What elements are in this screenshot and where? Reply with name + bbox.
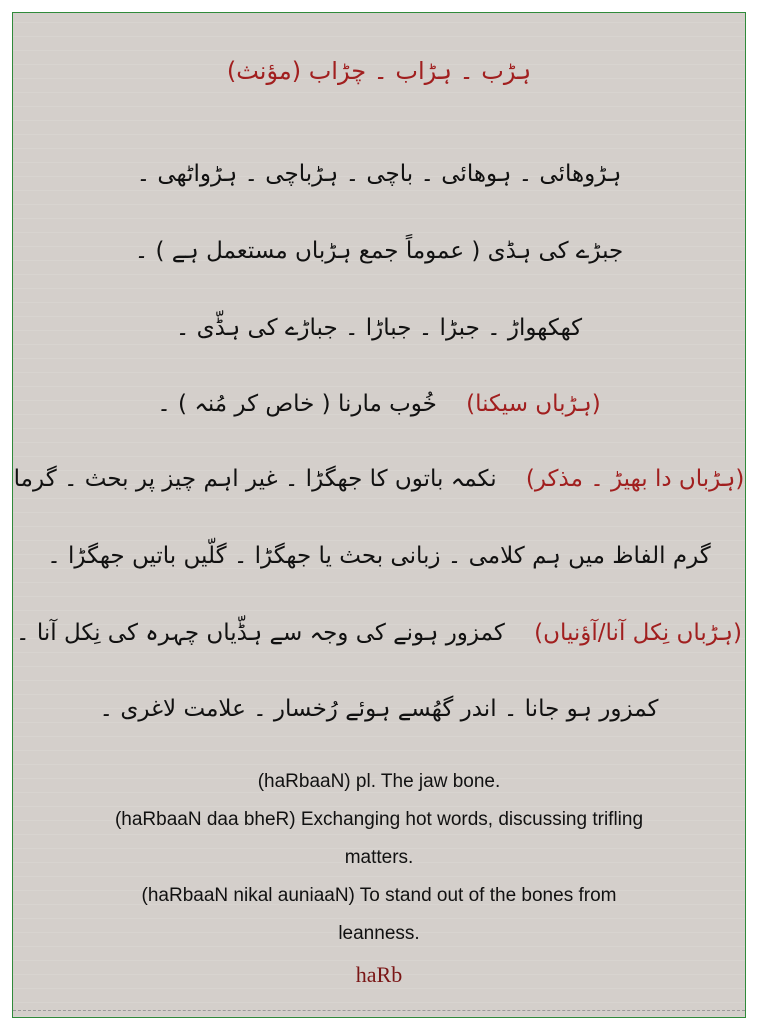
idiom-heading: (ہڑباں دا بھیڑ ۔ مذکر): [525, 466, 745, 492]
english-translation: matters.: [344, 847, 414, 868]
idiom-meaning: نکمہ باتوں کا جھگڑا ۔ غیر اہم چیز پر بحث ۔ گرما: [13, 466, 497, 492]
idiom-entry: [13, 466, 745, 492]
definition-line: جبڑے کی ہڈی ( عموماً جمع ہڑباں مستعمل ہے ) ۔: [134, 238, 624, 264]
entry-title: ہڑب ۔ ہڑاب ۔ چڑاب (مؤنث): [226, 57, 532, 85]
english-translation: leanness.: [338, 923, 420, 944]
idiom-heading: (ہڑباں نِکل آنا/آؤنیاں): [534, 620, 742, 646]
definition-line: ہڑوھائی ۔ ہوھائی ۔ باچی ۔ ہڑباچی ۔ ہڑواٹھی ۔: [136, 161, 622, 187]
idiom-meaning: کمزور ہونے کی وجہ سے ہڈّیاں چہرہ کی نِکل آنا ۔: [16, 620, 505, 646]
idiom-entry: [13, 620, 745, 646]
definition-line: کھکھواڑ ۔ جبڑا ۔ جباڑا ۔ جباڑے کی ہڈّی ۔: [175, 315, 583, 341]
entry-romanization: haRb: [355, 962, 403, 987]
english-translation: (haRbaaN nikal auniaaN) To stand out of the bones from: [141, 885, 617, 906]
idiom-heading: (ہڑباں سیکنا): [466, 391, 601, 417]
idiom-meaning-continued: گرم الفاظ میں ہم کلامی ۔ زبانی بحث یا جھگڑا ۔ گلّیں باتیں جھگڑا ۔: [47, 543, 711, 569]
idiom-meaning-continued: کمزور ہو جانا ۔ اندر گھُسے ہوئے رُخسار ۔ علامت لاغری ۔: [99, 696, 659, 722]
english-translation: (haRbaaN daa bheR) Exchanging hot words, discussing trifling: [114, 809, 644, 830]
english-translation: (haRbaaN) pl. The jaw bone.: [257, 771, 501, 792]
divider: [13, 1010, 745, 1013]
idiom-meaning: خُوب مارنا ( خاص کر مُنہ ) ۔: [157, 391, 437, 417]
dictionary-entry-card: [12, 12, 746, 1018]
idiom-entry: [13, 391, 745, 417]
